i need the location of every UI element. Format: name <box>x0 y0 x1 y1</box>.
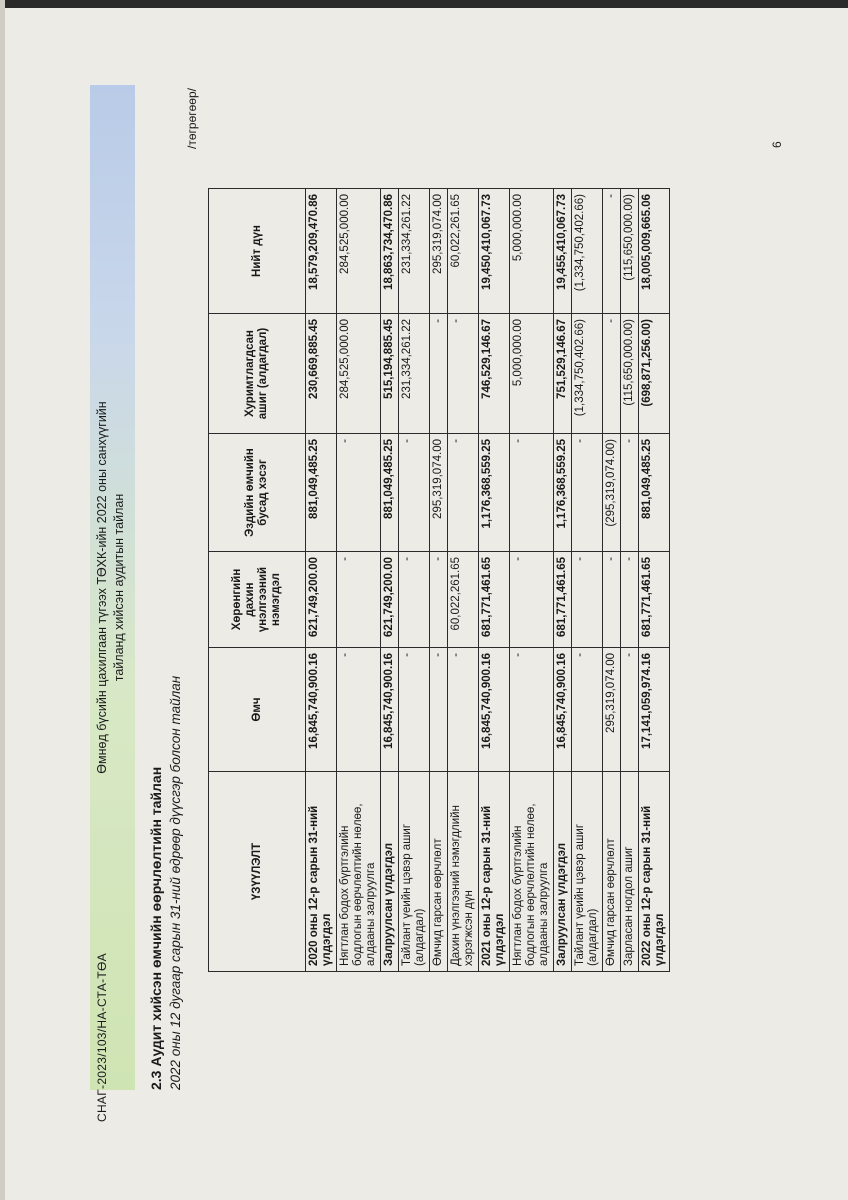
row-label: Нягтлан бодох бүртгэлийн бодлогын өөрчлөлтийн нөлөө, алдааны залруулга <box>510 772 554 972</box>
table-row <box>306 189 337 972</box>
table-row <box>621 189 639 972</box>
table-cell: - <box>621 648 639 772</box>
table-cell: 16,845,740,900.16 <box>479 648 510 772</box>
table-cell: - <box>430 648 448 772</box>
table-cell: - <box>337 648 381 772</box>
table-cell: 295,319,074.00 <box>430 189 448 314</box>
table-row <box>639 189 670 972</box>
equity-changes-table <box>208 188 670 972</box>
header-line-2: тайланд хийсэн аудитын тайлан <box>112 493 126 682</box>
table-cell: 17,141,059,974.16 <box>639 648 670 772</box>
table-header-row <box>209 189 306 972</box>
table-row <box>399 189 430 972</box>
scan-top-edge <box>0 0 848 8</box>
table-cell: 621,749,200.00 <box>381 552 399 648</box>
row-label: Өмчид гарсан өөрчлөлт <box>430 772 448 972</box>
table-cell: 621,749,200.00 <box>306 552 337 648</box>
header-line-1: Өмнөд бүсийн цахилгаан түгээх ТӨХК-ийн 2022 оны санхүүгийн <box>95 401 109 774</box>
table-cell: 18,863,734,470.86 <box>381 189 399 314</box>
table-cell: (115,650,000.00) <box>621 314 639 434</box>
page-number: 6 <box>770 141 784 148</box>
table-cell: 881,049,485.25 <box>381 434 399 552</box>
table-cell: 881,049,485.25 <box>306 434 337 552</box>
table-cell: 230,669,885.45 <box>306 314 337 434</box>
table-cell: (1,334,750,402.66) <box>572 314 603 434</box>
table-row <box>572 189 603 972</box>
table-cell: 19,450,410,067.73 <box>479 189 510 314</box>
table-cell: - <box>448 314 479 434</box>
col-header-equity: Өмч <box>209 648 306 772</box>
table-cell: 1,176,368,559.25 <box>479 434 510 552</box>
row-label: 2022 оны 12-р сарын 31-ний үлдэгдэл <box>639 772 670 972</box>
table-cell: 1,176,368,559.25 <box>554 434 572 552</box>
table-cell: - <box>430 314 448 434</box>
table-cell: 881,049,485.25 <box>639 434 670 552</box>
table-cell: - <box>337 434 381 552</box>
table-cell: 295,319,074.00 <box>603 648 621 772</box>
table-cell: - <box>430 552 448 648</box>
table-cell: - <box>448 648 479 772</box>
row-label: Дахин үнэлгээний нэмэгдлийн хэрэгжсэн дүн <box>448 772 479 972</box>
row-label: Залруулсан үлдэгдэл <box>554 772 572 972</box>
table-cell: 5,000,000.00 <box>510 314 554 434</box>
col-header-revaluation: Хөрөнгийн дахин үнэлгээний нэмэгдэл <box>209 552 306 648</box>
col-header-other-equity: Эздийн өмчийн бусад хэсэг <box>209 434 306 552</box>
document-code: СНАГ-2023/103/НА-СТА-ТӨА <box>95 953 109 1122</box>
table-cell: - <box>399 434 430 552</box>
table-row <box>603 189 621 972</box>
table-cell: - <box>510 552 554 648</box>
table-cell: - <box>621 552 639 648</box>
table-cell: (698,871,256.00) <box>639 314 670 434</box>
table-cell: 295,319,074.00 <box>430 434 448 552</box>
table-cell: 5,000,000.00 <box>510 189 554 314</box>
table-cell: - <box>399 648 430 772</box>
section-subtitle: 2022 оны 12 дугаар сарын 31-ний өдрөөр дүүсгэр болсон тайлан <box>168 675 183 1090</box>
table-cell: 284,525,000.00 <box>337 314 381 434</box>
table-row <box>479 189 510 972</box>
row-label: Нягтлан бодох бүртгэлийн бодлогын өөрчлөлтийн нөлөө, алдааны залруулга <box>337 772 381 972</box>
table-cell: 18,579,209,470.86 <box>306 189 337 314</box>
table-cell: - <box>399 552 430 648</box>
col-header-retained-earnings: Хуримтлагдсан ашиг (алдагдал) <box>209 314 306 434</box>
table-cell: (115,650,000.00) <box>621 189 639 314</box>
col-header-total: Нийт дүн <box>209 189 306 314</box>
table-cell: - <box>572 648 603 772</box>
table-cell: 231,334,261.22 <box>399 189 430 314</box>
table-cell: - <box>510 648 554 772</box>
table-row <box>430 189 448 972</box>
scan-left-edge <box>0 0 5 1200</box>
table-cell: - <box>603 314 621 434</box>
table-cell: 16,845,740,900.16 <box>306 648 337 772</box>
row-label: Зарласан ногдол ашиг <box>621 772 639 972</box>
table-cell: 515,194,885.45 <box>381 314 399 434</box>
report-header <box>94 85 128 1090</box>
table-cell: - <box>603 189 621 314</box>
rotated-page-content <box>70 50 770 1100</box>
table-cell: 231,334,261.22 <box>399 314 430 434</box>
table-cell: - <box>572 434 603 552</box>
table-cell: - <box>448 434 479 552</box>
row-label: Тайлант үеийн цэвэр ашиг (алдагдал) <box>399 772 430 972</box>
section-title: 2.3 Аудит хийсэн өмчийн өөрчлөлтийн тайлан <box>148 766 164 1090</box>
row-label: Залруулсан үлдэгдэл <box>381 772 399 972</box>
table-row <box>381 189 399 972</box>
table-cell: 746,529,146.67 <box>479 314 510 434</box>
row-label: 2021 оны 12-р сарын 31-ний үлдэгдэл <box>479 772 510 972</box>
table-cell: 16,845,740,900.16 <box>554 648 572 772</box>
table-cell: 18,005,009,665.06 <box>639 189 670 314</box>
table-cell: - <box>572 552 603 648</box>
row-label: Тайлант үеийн цэвэр ашиг (алдагдал) <box>572 772 603 972</box>
table-cell: 60,022,261.65 <box>448 552 479 648</box>
table-cell: 681,771,461.65 <box>479 552 510 648</box>
table-cell: 751,529,146.67 <box>554 314 572 434</box>
table-cell: - <box>621 434 639 552</box>
row-label: Өмчид гарсан өөрчлөлт <box>603 772 621 972</box>
row-label: 2020 оны 12-р сарын 31-ний үлдэгдэл <box>306 772 337 972</box>
table-cell: 19,455,410,067.73 <box>554 189 572 314</box>
table-cell: - <box>510 434 554 552</box>
table-row <box>554 189 572 972</box>
table-cell: 284,525,000.00 <box>337 189 381 314</box>
table-cell: (295,319,074.00) <box>603 434 621 552</box>
table-cell: 60,022,261.65 <box>448 189 479 314</box>
table-row <box>337 189 381 972</box>
table-cell: (1,334,750,402.66) <box>572 189 603 314</box>
table-cell: 16,845,740,900.16 <box>381 648 399 772</box>
table-cell: 681,771,461.65 <box>554 552 572 648</box>
table-row <box>510 189 554 972</box>
currency-unit: /төгрөгөөр/ <box>185 88 199 149</box>
table-cell: - <box>337 552 381 648</box>
table-cell: 681,771,461.65 <box>639 552 670 648</box>
col-header-indicator: ҮЗҮҮЛЭЛТ <box>209 772 306 972</box>
table-row <box>448 189 479 972</box>
table-cell: - <box>603 552 621 648</box>
